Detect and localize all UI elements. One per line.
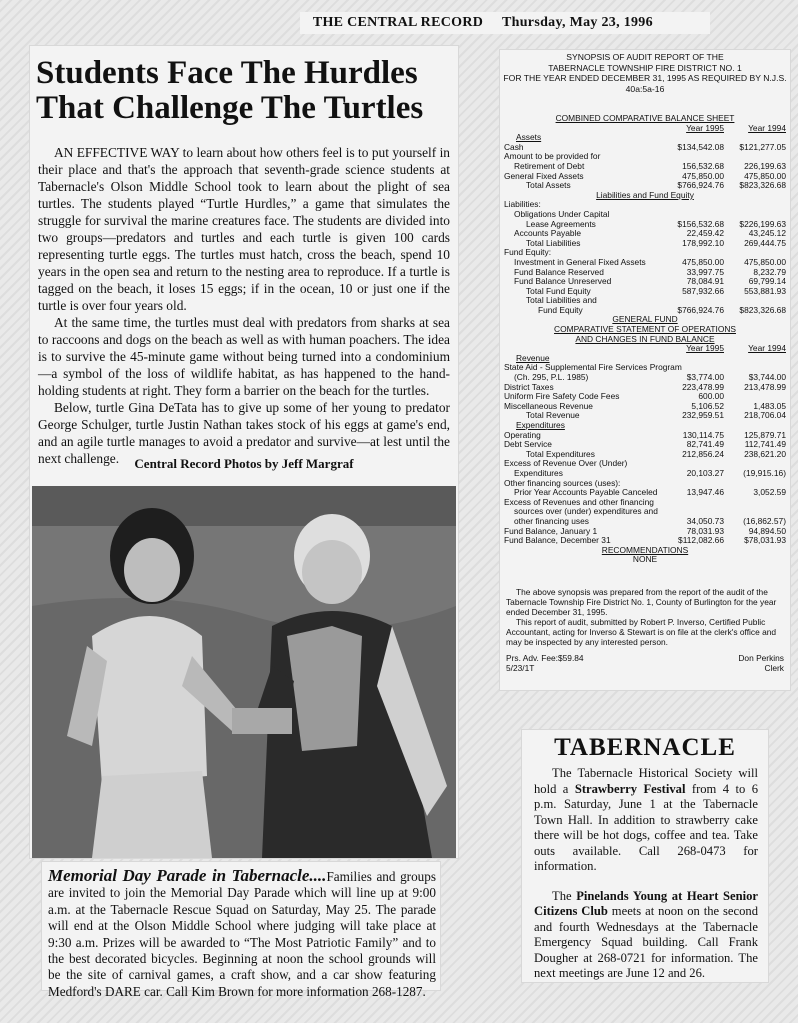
audit-row-label: Expenditures [514,467,563,478]
audit-value-1994: 269,444.75 [744,237,786,248]
audit-row-label: Investment in General Fixed Assets [514,256,646,267]
audit-note: This report of audit, submitted by Robert P. Inverso, Certified Public Accountant, acting for Inverso & Stewart is on file at the clerk's office and may be inspected by any interested person. [506,617,777,647]
audit-value-1995: 212,856.24 [682,448,724,459]
audit-value-1995: 130,114.75 [682,429,724,440]
audit-row-label: Total Fund Equity [526,285,591,296]
audit-value-1994: 69,799.14 [748,276,786,287]
item-highlight: Pinelands Young at Heart Senior Citizens Club [534,888,759,918]
item-text: from 4 to 6 p.m. Saturday, June 1 at the Tabernacle Town Hall. In addition to strawberry cake there will be hot dogs, coffee and tea. Take outs available. Call 268-0473 for information. [534,781,758,873]
audit-value-1995: $766,924.76 [677,180,724,191]
balance-sheet-table [504,114,786,565]
audit-notes [506,587,784,647]
audit-row-label: COMBINED COMPARATIVE BALANCE SHEET [555,113,735,123]
audit-row [504,335,786,345]
audit-value-1994: 213,478.99 [744,381,786,392]
audit-note: The above synopsis was prepared from the report of the audit of the Tabernacle Township Fire District No. 1, County of Burlington for the year ended December 31, 1995. [506,587,777,617]
audit-value-1994: 553,881.93 [744,285,786,296]
audit-value-1994 [724,354,786,364]
audit-row-label: Other financing sources (uses): [504,477,621,488]
audit-heading-line: SYNOPSIS OF AUDIT REPORT OF THE [566,52,724,62]
audit-row-label: GENERAL FUND [612,314,678,325]
audit-heading [500,52,790,94]
article-paragraph: At the same time, the turtles must deal with predators from sharks at sea to raccoons and dogs on the beach as well as with human poachers. The idea is to survive the 45-minute game without being turned into a condominium—a symbol of the loss of wildlife habitat, as has happened to the hand-holding students at right. They form a barrier on the beach for the turtles. [38,315,450,398]
audit-row-label: Miscellaneous Revenue [504,400,593,411]
audit-row-label: Fund Balance Reserved [514,266,604,277]
audit-row-label: NONE [632,554,658,565]
audit-value-1994: 475,850.00 [744,256,786,267]
audit-value-1994: 475,850.00 [744,170,786,181]
audit-row [504,114,786,124]
audit-row-label: Assets [516,132,542,143]
audit-row-label: Fund Equity: [504,247,552,258]
audit-value-1995: 22,459.42 [686,228,724,239]
audit-value-1994 [724,498,786,508]
column-title: TABERNACLE [554,734,736,761]
audit-value-1995: $112,082.66 [678,535,724,546]
audit-row-label: Prior Year Accounts Payable Canceled [514,487,658,498]
audit-row-label: Total Liabilities [526,237,581,248]
audit-heading-line: TABERNACLE TOWNSHIP FIRE DISTRICT NO. 1 [548,62,742,73]
audit-row-label: COMPARATIVE STATEMENT OF OPERATIONS [554,324,736,335]
item-highlight: Strawberry Festival [574,781,686,796]
audit-value-1995: 5,106.52 [691,400,724,411]
audit-row-label: Cash [504,141,524,152]
audit-value-1994: 43,245.12 [748,228,786,239]
audit-row-label: AND CHANGES IN FUND BALANCE [575,333,715,344]
audit-value-1994: $823,326.68 [739,304,786,315]
audit-row-label: Operating [504,429,541,440]
tabernacle-column [522,730,768,982]
audit-row-label: Retirement of Debt [514,160,585,171]
advertising-fee: Prs. Adv. Fee:$59.84 [506,653,584,663]
audit-value-1995: 475,850.00 [682,170,724,181]
audit-heading-line: 40a:5a-16 [625,83,665,94]
audit-value-1995: 178,992.10 [682,237,724,248]
audit-value-1995: Year 1995 [686,122,724,133]
audit-value-1994: 112,741.49 [744,439,786,450]
newspaper-name: THE CENTRAL RECORD [300,12,496,34]
audit-value-1994: Year 1994 [748,122,786,133]
turtle-article [30,46,458,858]
audit-row-label: District Taxes [504,381,554,392]
audit-value-1995 [664,498,724,508]
audit-value-1994: 238,621.20 [744,448,786,459]
audit-row-label: sources over (under) expenditures and [514,506,658,517]
audit-value-1994: Year 1994 [748,343,786,354]
audit-row-label: Total Expenditures [526,448,595,459]
audit-row-label: Obligations Under Capital [514,208,610,219]
audit-row-label: Fund Balance, December 31 [504,535,611,546]
audit-report [500,50,790,690]
audit-value-1994: 218,706.04 [744,410,786,421]
issue-date: Thursday, May 23, 1996 [494,12,710,34]
audit-value-1994: 94,894.50 [748,525,786,536]
photo-credit: Central Record Photos by Jeff Margraf [134,456,354,471]
audit-value-1995: 587,932.66 [682,285,724,296]
audit-value-1994: (16,862.57) [743,515,786,526]
memorial-title: Memorial Day Parade in Tabernacle.... [48,866,327,885]
audit-row-label: Accounts Payable [514,228,582,239]
audit-row [504,191,786,201]
audit-row [504,124,786,134]
audit-row-label: State Aid - Supplemental Fire Services Program [504,362,682,373]
audit-value-1995: 20,103.27 [686,467,724,478]
audit-row-label: Fund Balance, January 1 [504,525,598,536]
audit-value-1995: 223,478.99 [682,381,724,392]
item-text: The [552,888,577,903]
audit-row-label: Uniform Fire Safety Code Fees [504,391,620,402]
audit-footer [506,653,784,673]
audit-value-1994 [724,200,786,210]
audit-value-1995: $134,542.08 [677,141,724,152]
audit-row-label: Revenue [516,352,550,363]
audit-value-1995 [664,200,724,210]
item-text: meets at noon on the second and fourth Wednesdays at the Tabernacle Emergency Squad building. Call Frank Dougher at 268-0721 for information. The next meetings are June 12 and 26. [534,904,758,980]
students-photo-illustration [32,486,456,858]
item-text: The Tabernacle Historical Society will hold a [534,766,758,796]
audit-value-1995: 33,997.75 [686,266,724,277]
audit-row-label: Liabilities and Fund Equity [596,189,694,200]
audit-row-label: Total Liabilities and [526,295,597,306]
audit-value-1994: 8,232.79 [753,266,786,277]
audit-value-1995: 82,741.49 [686,439,724,450]
signer-name: Don Perkins [738,653,784,663]
audit-row-label: Excess of Revenue Over (Under) [504,458,628,469]
audit-value-1994: 125,879.71 [744,429,786,440]
memorial-text: Families and groups are invited to join the Memorial Day Parade which will line up at 9:00 a.m. at the Tabernacle Rescue Squad on Saturday, May 25. The parade will end at the Olson Middle School where judging will take place at 9:30 a.m. Prizes will be awarded to “The Most Patriotic Family” and to the best decorated bicycles. Beginning at noon the school grounds will be the site of carnival games, a craft show, and a car show featuring Medford's DARE car. Call Kim Brown for more information 268-1287. [48,869,436,999]
audit-value-1995: Year 1995 [686,343,724,354]
memorial-day-notice [42,862,440,999]
senior-club-item [534,889,758,982]
audit-value-1994: $121,277.05 [739,141,786,152]
audit-row [504,555,786,565]
audit-row-label: Lease Agreements [526,218,596,229]
audit-value-1995: 600.00 [698,391,724,402]
audit-value-1994: $226,199.63 [739,218,786,229]
audit-value-1994: $823,326.68 [739,180,786,191]
audit-value-1995: 475,850.00 [682,256,724,267]
audit-heading-line: FOR THE YEAR ENDED DECEMBER 31, 1995 AS REQUIRED BY N.J.S. [503,73,787,84]
audit-value-1995: 78,084.91 [686,276,724,287]
article-paragraph: Below, turtle Gina DeTata has to give up some of her young to predator George Schulger, turtle Justin Nathan takes stock of his eggs at game's end, and an agile turtle manages to avoid a predator and survive—at lest until the next challenge. [38,400,450,466]
audit-value-1994: 3,052.59 [753,487,786,498]
audit-row-label: Fund Balance Unreserved [514,276,612,287]
audit-value-1994: 226,199.63 [744,160,786,171]
audit-row-label: Excess of Revenues and other financing [504,496,654,507]
audit-value-1995: $766,924.76 [677,304,724,315]
audit-row-label: General Fixed Assets [504,170,584,181]
article-headline: Students Face The Hurdles That Challenge The Turtles [36,55,424,126]
audit-row-label: Liabilities: [504,199,541,210]
audit-value-1994: 1,483.05 [753,400,786,411]
signer-title: Clerk [764,663,784,673]
audit-value-1995: $3,774.00 [686,372,724,383]
audit-value-1995: 156,532.68 [682,160,724,171]
audit-value-1995: 13,947.46 [686,487,724,498]
audit-value-1995: $156,532.68 [677,218,724,229]
audit-value-1995: 78,031.93 [686,525,724,536]
memorial-body [48,868,436,1000]
audit-row-label: other financing uses [514,515,589,526]
article-body [38,144,450,467]
audit-value-1995: 232,959.51 [682,410,724,421]
audit-value-1995: 34,050.73 [686,515,724,526]
audit-row-label: Fund Equity [538,304,583,315]
audit-row-label: (Ch. 295, P.L. 1985) [514,372,589,383]
audit-row-label: Debt Service [504,439,552,450]
strawberry-festival-item [534,766,758,875]
audit-row-label: Amount to be provided for [504,151,601,162]
footer-date: 5/23/1T [506,663,535,673]
article-paragraph: AN EFFECTIVE WAY to learn about how others feel is to put yourself in their place and that's the approach that seventh-grade science students at Tabernacle's Olson Middle School took to learn about the plight of sea turtles. The students played “Turtle Hurdles,” a game that simulates the struggle for survival the marine creatures face. The students are divided into two groups—predators and turtles and each turtle is given 100 cards representing turtle eggs. The turtles must hatch, cross the beach, spend 10 years in the open sea and return to the nesting area to reproduce. If a turtle is tagged on the beach, it loses 15 eggs; if in the ocean, 10 or just one if the turtle is over four years old. [38,145,450,313]
audit-row-label: Total Assets [526,180,571,191]
audit-value-1994: $78,031.93 [744,535,786,546]
column-body [534,766,758,996]
audit-row-label: Total Revenue [526,410,580,421]
audit-row-label: RECOMMENDATIONS [601,544,689,555]
audit-value-1994: (19,915.16) [743,467,786,478]
students-photo [32,486,456,858]
audit-row-label: Expenditures [516,420,565,430]
audit-value-1994: $3,744.00 [748,372,786,383]
